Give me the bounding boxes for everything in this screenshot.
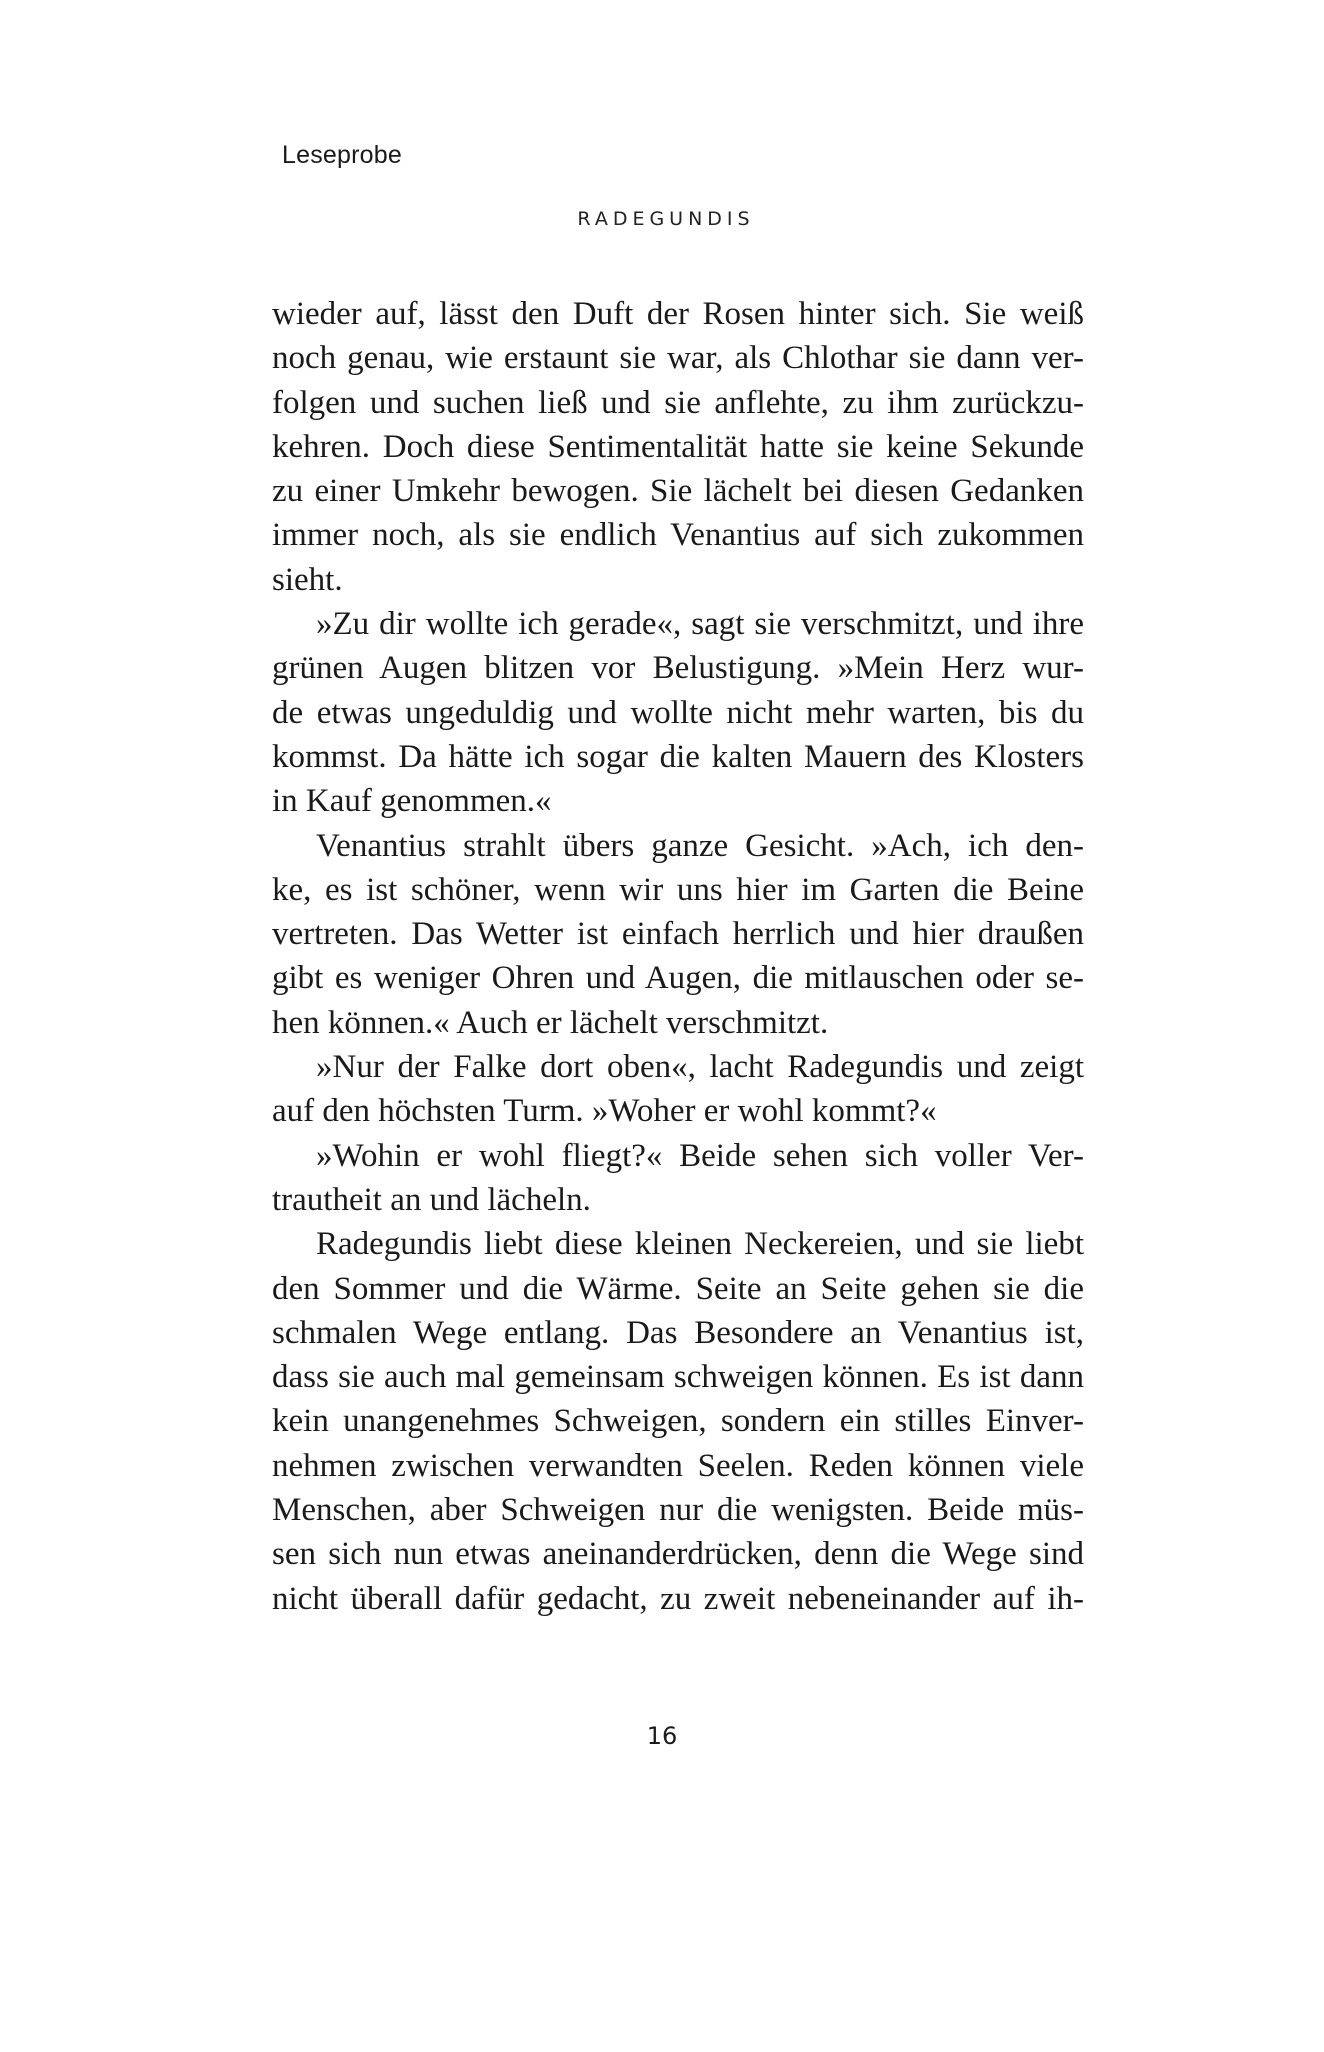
body-text — [272, 292, 1084, 1621]
text-line: folgen und suchen ließ und sie anflehte, zu ihm zurückzu- — [272, 384, 1084, 421]
text-line: »Nur der Falke dort oben«, lacht Radegundis und zeigt — [316, 1049, 1084, 1086]
text-line: Menschen, aber Schweigen nur die wenigsten. Beide müs- — [272, 1492, 1084, 1529]
text-line: grünen Augen blitzen vor Belustigung. »Mein Herz wur- — [272, 650, 1084, 687]
text-line: Venantius strahlt übers ganze Gesicht. »Ach, ich den- — [316, 827, 1084, 864]
text-line: hen können.« Auch er lächelt verschmitzt. — [272, 1004, 829, 1041]
text-line: auf den höchsten Turm. »Woher er wohl kommt?« — [272, 1093, 937, 1130]
text-line: sieht. — [272, 561, 343, 598]
text-line: sen sich nun etwas aneinanderdrücken, denn die Wege sind — [272, 1536, 1084, 1573]
text-line: wieder auf, lässt den Duft der Rosen hinter sich. Sie weiß — [272, 296, 1084, 332]
text-line: Radegundis liebt diese kleinen Neckereien, und sie liebt — [316, 1226, 1084, 1263]
text-line: schmalen Wege entlang. Das Besondere an Venantius ist, — [272, 1314, 1084, 1351]
text-line: »Zu dir wollte ich gerade«, sagt sie verschmitzt, und ihre — [316, 606, 1084, 643]
text-line: kommst. Da hätte ich sogar die kalten Mauern des Klosters — [272, 738, 1084, 775]
text-line: »Wohin er wohl fliegt?« Beide sehen sich voller Ver- — [316, 1137, 1084, 1174]
text-line: nicht überall dafür gedacht, zu zweit nebeneinander auf ih- — [272, 1580, 1084, 1617]
text-line: gibt es weniger Ohren und Augen, die mitlauschen oder se- — [272, 960, 1084, 997]
text-line: immer noch, als sie endlich Venantius auf sich zukommen — [272, 517, 1084, 554]
text-line: vertreten. Das Wetter ist einfach herrlich und hier draußen — [272, 916, 1084, 953]
text-line: trautheit an und lächeln. — [272, 1181, 591, 1218]
leseprobe-label: Leseprobe — [282, 141, 402, 169]
text-line: de etwas ungeduldig und wollte nicht mehr warten, bis du — [272, 694, 1084, 731]
text-line: zu einer Umkehr bewogen. Sie lächelt bei diesen Gedanken — [272, 473, 1084, 510]
text-line: kein unangenehmes Schweigen, sondern ein stilles Einver- — [272, 1403, 1084, 1440]
running-head: RADEGUNDIS — [577, 208, 755, 230]
text-line: dass sie auch mal gemeinsam schweigen können. Es ist dann — [272, 1359, 1084, 1396]
text-line: noch genau, wie erstaunt sie war, als Chlothar sie dann ver- — [272, 340, 1084, 377]
page-number: 16 — [646, 1722, 678, 1750]
text-line: ke, es ist schöner, wenn wir uns hier im Garten die Beine — [272, 871, 1084, 908]
text-line: den Sommer und die Wärme. Seite an Seite gehen sie die — [272, 1270, 1084, 1307]
text-line: nehmen zwischen verwandten Seelen. Reden können viele — [272, 1447, 1084, 1484]
text-line: kehren. Doch diese Sentimentalität hatte sie keine Sekunde — [272, 428, 1084, 465]
text-line: in Kauf genommen.« — [272, 783, 552, 820]
